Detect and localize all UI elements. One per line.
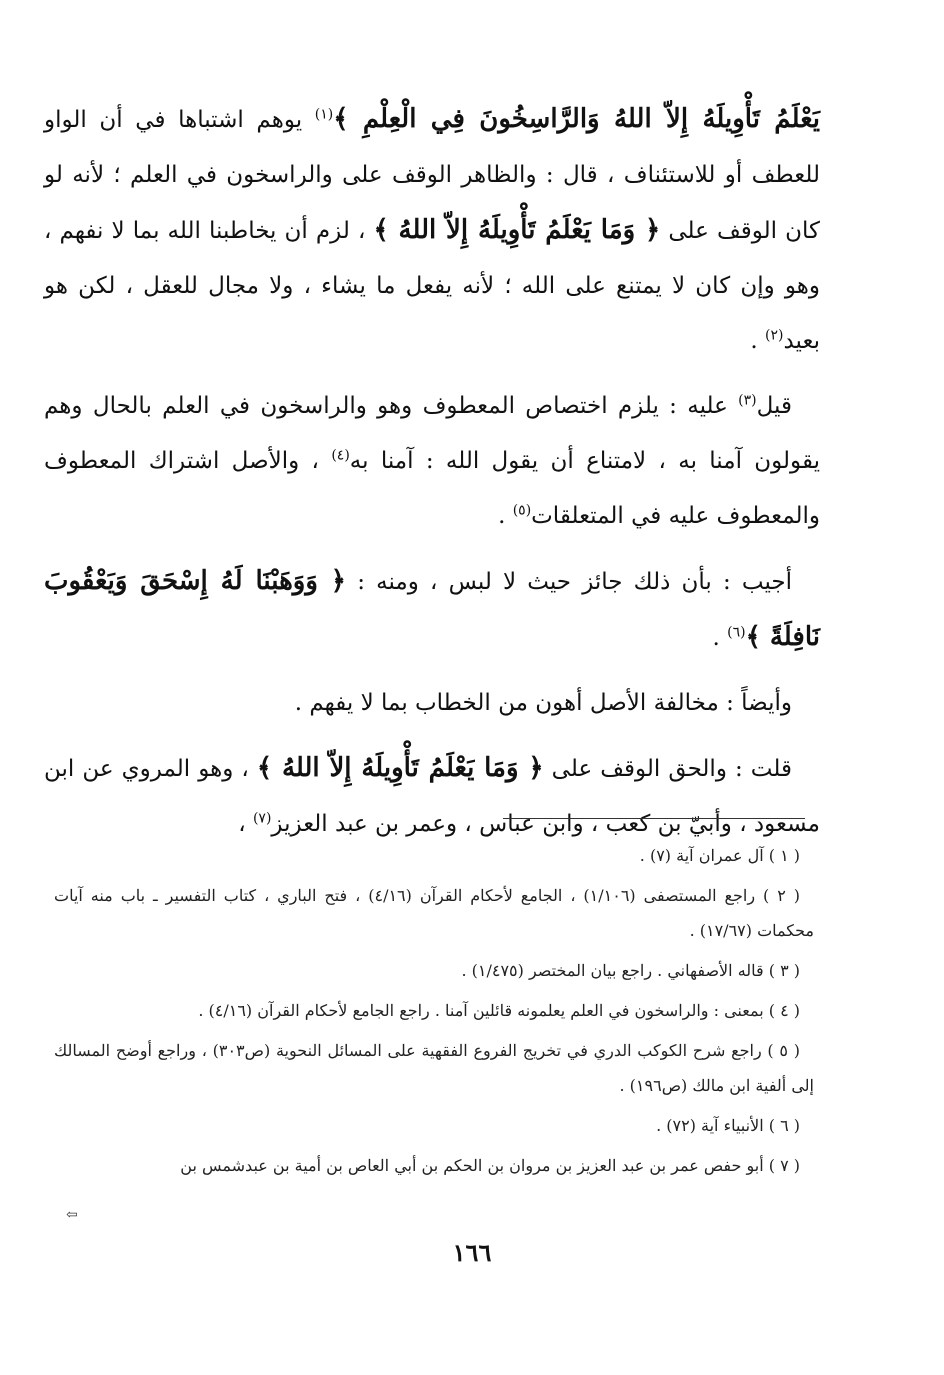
- text-run: عليه : يلزم اختصاص المعطوف وهو والراسخون في العلم بالحال وهم يقولون آمنا به ، لامتناع أن يقول الله : آمنا به: [44, 393, 820, 474]
- footnote-reference: (٥): [512, 502, 532, 519]
- footnote-7: ( ٧ ) أبو حفص عمر بن عبد العزيز بن مروان بن الحكم بن أبي العاص بن أمية بن عبدشمس بن: [180, 1156, 800, 1175]
- text-run: أجيب : بأن ذلك جائز حيث لا لبس ، ومنه :: [346, 569, 792, 595]
- footnote-6: ( ٦ ) الأنبياء آية (٧٢) .: [656, 1116, 800, 1135]
- text-run: ، لزم أن يخاطبنا الله بما لا نفهم ، وهو وإن كان لا يمتنع على الله ؛ لأنه يفعل ما يشاء ، ولا مجال للعقل ، لكن هو بعيد: [44, 218, 820, 354]
- text-run: .: [498, 503, 513, 529]
- footnotes: [54, 838, 814, 1188]
- text-run: .: [750, 328, 766, 354]
- footnote-3: ( ٣ ) قاله الأصفهاني . راجع بيان المختصر (١/٤٧٥) .: [461, 961, 800, 980]
- quran-verse: يَعْلَمُ تَأْوِيلَهُ إِلاّ اللهُ وَالرَّاسِخُونَ فِي الْعِلْمِ ﴾: [333, 104, 820, 134]
- quran-verse: ﴿ وَمَا يَعْلَمُ تَأْوِيلَهُ إِلاّ اللهُ ﴾: [256, 753, 544, 783]
- footnote-reference: (١): [314, 106, 334, 123]
- footnote-4: ( ٤ ) بمعنى : والراسخون في العلم يعلمونه قائلين آمنا . راجع الجامع لأحكام القرآن (٤/١٦) .: [198, 1001, 800, 1020]
- footnote-1: ( ١ ) آل عمران آية (٧) .: [639, 846, 800, 865]
- text-run: قلت : والحق الوقف على: [543, 756, 793, 782]
- footnote-separator: [503, 818, 805, 819]
- paragraph-4: [44, 676, 820, 731]
- footnote-5: ( ٥ ) راجع شرح الكوكب الدري في تخريج الفروع الفقهية على المسائل النحوية (ص٣٠٣) ، وراجع أوضح المسالك إلى ألفية ابن مالك (ص١٩٦) .: [54, 1041, 814, 1095]
- text-run: يوهم اشتباها في أن الواو للعطف أو للاستئناف ، قال : والظاهر الوقف على والراسخون في العلم ؛ لأنه لو كان الوقف على: [44, 107, 820, 244]
- quran-verse: ﴿ وَمَا يَعْلَمُ تَأْوِيلَهُ إِلاّ اللهُ ﴾: [373, 215, 661, 245]
- text-run: وأيضاً : مخالفة الأصل أهون من الخطاب بما لا يفهم .: [294, 690, 792, 716]
- footnote-reference: (٤): [331, 447, 350, 464]
- paragraph-3: [44, 554, 820, 666]
- quran-verse: ﴿ وَوَهَبْنَا لَهُ إِسْحَقَ وَيَعْقُوبَ نَافِلَةً ﴾: [44, 566, 820, 652]
- footnote-reference: (٦): [727, 624, 746, 641]
- paragraph-5: [44, 741, 820, 852]
- text-run: قيل: [756, 393, 792, 419]
- paragraph-2: [44, 379, 820, 544]
- footnote-reference: (٧): [252, 810, 272, 827]
- footnote-2: ( ٢ ) راجع المستصفى (١/١٠٦) ، الجامع لأحكام القرآن (٤/١٦) ، فتح الباري ، كتاب التفسير ـ باب منه آيات محكمات (١٧/٦٧) .: [54, 886, 814, 940]
- footnote-reference: (٢): [765, 327, 784, 344]
- continuation-arrow-icon: ⇨: [66, 1207, 78, 1223]
- main-text: [44, 92, 820, 862]
- footnote-reference: (٣): [738, 392, 757, 409]
- text-run: ،: [238, 811, 253, 837]
- text-run: ، وهو المروي عن ابن مسعود ، وأبيّ بن كعب ، وابن عباس ، وعمر بن عبد العزيز: [44, 756, 820, 837]
- page-number: ١٦٦: [452, 1238, 492, 1267]
- paragraph-1: [44, 92, 820, 369]
- text-run: .: [712, 625, 728, 651]
- text-run: ، والأصل اشتراك المعطوف والمعطوف عليه في المتعلقات: [44, 448, 820, 529]
